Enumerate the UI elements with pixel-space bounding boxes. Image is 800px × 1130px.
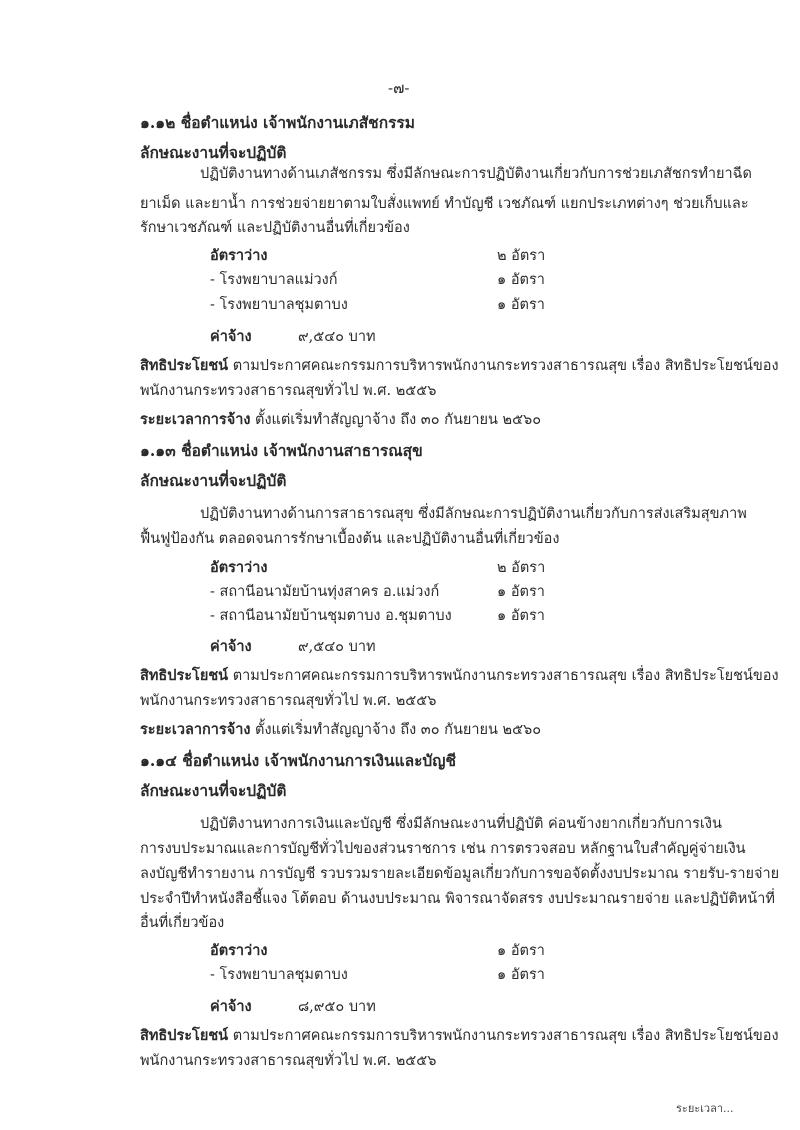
benefit-text-2: พนักงานกระทรวงสาธารณสุขทั่วไป พ.ศ. ๒๕๕๖ [140,1053,437,1069]
section-heading-1-12: ๑.๑๒ ชื่อตำแหน่ง เจ้าพนักงานเภสัชกรรม [140,113,415,132]
benefit-text: ตามประกาศคณะกรรมการบริหารพนักงานกระทรวงสาธารณสุข เรื่อง สิทธิประโยชน์ของ [232,1028,779,1044]
wage-label: ค่าจ้าง [210,998,252,1015]
benefit-label: สิทธิประโยชน์ [140,357,229,374]
duty-line: การงบประมาณและการบัญชีทั่วไปของส่วนราชการ เช่น การตรวจสอบ หลักฐานใบสำคัญคู่จ่ายเงิน [140,841,746,857]
vacancy-count: ๑ อัตรา [497,967,545,983]
section-heading-1-13: ๑.๑๓ ชื่อตำแหน่ง เจ้าพนักงานสาธารณสุข [140,441,423,460]
benefit-label: สิทธิประโยชน์ [140,667,229,684]
duty-line: รักษาเวชภัณฑ์ และปฏิบัติงานอื่นที่เกี่ยวข้อง [140,220,410,236]
duty-label-1-12: ลักษณะงานที่จะปฏิบัติ [140,143,287,162]
wage-value: ๙,๕๔๐ บาท [298,639,376,655]
page-number: -๗- [388,79,410,97]
section-heading-1-14: ๑.๑๔ ชื่อตำแหน่ง เจ้าพนักงานการเงินและบัญชี [140,751,456,770]
duty-line: ประจำปีทำหนังสือชี้แจง โต้ตอบ ด้านงบประมาณ พิจารณาจัดสรร งบประมาณรายจ่าย และปฏิบัติหน้าที่ [140,891,775,907]
vacancy-count: ๑ อัตรา [497,584,545,600]
wage-label: ค่าจ้าง [210,638,252,655]
period-text: ตั้งแต่เริ่มทำสัญญาจ้าง ถึง ๓๐ กันยายน ๒๕๖๐ [255,722,542,738]
benefit-text: ตามประกาศคณะกรรมการบริหารพนักงานกระทรวงสาธารณสุข เรื่อง สิทธิประโยชน์ของ [232,668,779,684]
vacancy-count: ๑ อัตรา [497,297,545,313]
vacancy-label: อัตราว่าง [210,942,268,959]
vacancy-place: - สถานีอนามัยบ้านทุ่งสาคร อ.แม่วงก์ [210,584,440,600]
duty-label-1-13: ลักษณะงานที่จะปฏิบัติ [140,471,287,490]
period-line [140,718,541,741]
benefit-line [140,664,779,687]
benefit-text: ตามประกาศคณะกรรมการบริหารพนักงานกระทรวงสาธารณสุข เรื่อง สิทธิประโยชน์ของ [232,358,779,374]
duty-line: ปฏิบัติงานทางด้านเภสัชกรรม ซึ่งมีลักษณะการปฏิบัติงานเกี่ยวกับการช่วยเภสัชกรทำยาฉีด [200,166,752,182]
vacancy-label: อัตราว่าง [210,559,268,576]
period-line [140,408,541,431]
duty-line: ลงบัญชีทำรายงาน การบัญชี รวบรวมรายละเอียดข้อมูลเกี่ยวกับการขอจัดตั้งงบประมาณ รายรับ-รายจ่าย [140,866,780,882]
vacancy-place: - สถานีอนามัยบ้านชุมตาบง อ.ชุมตาบง [210,608,452,624]
duty-label-1-14: ลักษณะงานที่จะปฏิบัติ [140,781,287,800]
wage-label: ค่าจ้าง [210,328,252,345]
vacancy-label: อัตราว่าง [210,247,268,264]
benefit-label: สิทธิประโยชน์ [140,1027,229,1044]
wage-value: ๙,๕๔๐ บาท [298,329,376,345]
benefit-text-2: พนักงานกระทรวงสาธารณสุขทั่วไป พ.ศ. ๒๕๕๖ [140,693,437,709]
benefit-text-2: พนักงานกระทรวงสาธารณสุขทั่วไป พ.ศ. ๒๕๕๖ [140,383,437,399]
duty-line: ฟื้นฟูป้องกัน ตลอดจนการรักษาเบื้องต้น และปฏิบัติงานอื่นที่เกี่ยวข้อง [140,531,560,547]
duty-line: ยาเม็ด และยาน้ำ การช่วยจ่ายยาตามใบสั่งแพทย์ ทำบัญชี เวชภัณฑ์ แยกประเภทต่างๆ ช่วยเก็บและ [140,196,749,212]
period-text: ตั้งแต่เริ่มทำสัญญาจ้าง ถึง ๓๐ กันยายน ๒๕๖๐ [255,412,542,428]
vacancy-count: ๑ อัตรา [497,608,545,624]
vacancy-place: - โรงพยาบาลชุมตาบง [210,297,348,313]
duty-line: ปฏิบัติงานทางด้านการสาธารณสุข ซึ่งมีลักษณะการปฏิบัติงานเกี่ยวกับการส่งเสริมสุขภาพ [200,506,747,522]
vacancy-place: - โรงพยาบาลแม่วงก์ [210,272,338,288]
vacancy-place: - โรงพยาบาลชุมตาบง [210,967,348,983]
benefit-line [140,354,779,377]
vacancy-total: ๑ อัตรา [497,943,545,959]
wage-value: ๘,๙๕๐ บาท [298,999,376,1015]
vacancy-total: ๒ อัตรา [497,560,546,576]
period-label: ระยะเวลาการจ้าง [140,411,251,428]
vacancy-total: ๒ อัตรา [497,248,546,264]
footer-continued: ระยะเวลา... [676,1102,734,1115]
duty-line: อื่นที่เกี่ยวข้อง [140,915,225,931]
vacancy-count: ๑ อัตรา [497,272,545,288]
duty-line: ปฏิบัติงานทางการเงินและบัญชี ซึ่งมีลักษณะงานที่ปฏิบัติ ค่อนข้างยากเกี่ยวกับการเงิน [200,816,722,832]
benefit-line [140,1024,779,1047]
period-label: ระยะเวลาการจ้าง [140,721,251,738]
